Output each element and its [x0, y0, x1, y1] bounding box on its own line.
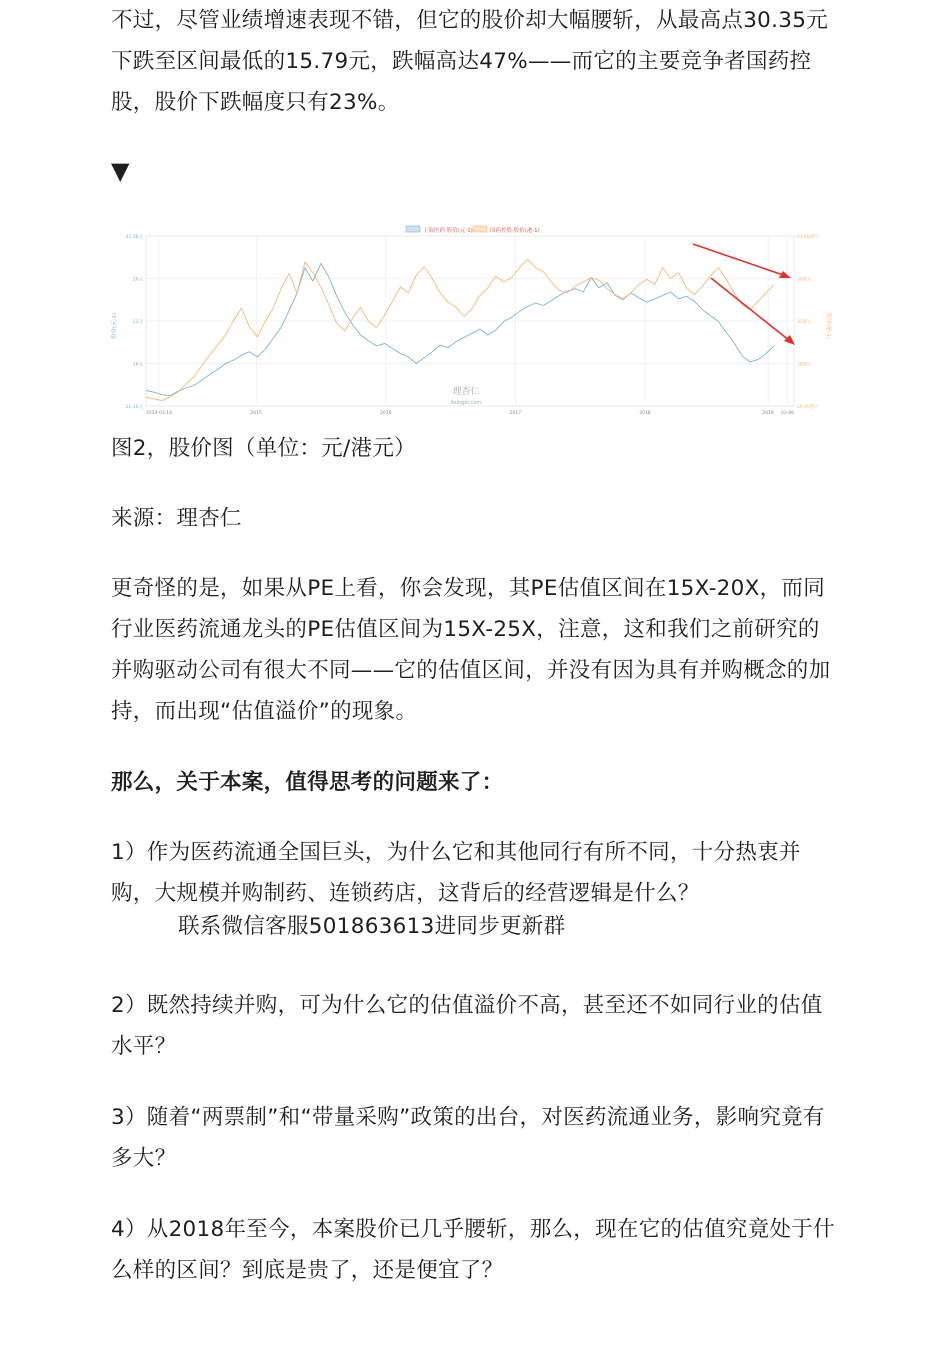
chart-watermark-sub: lixinger.com	[450, 400, 482, 406]
x-tick-label: 2018	[639, 411, 651, 416]
trend-arrowhead-2	[784, 335, 795, 345]
x-tick-label: 2016	[380, 411, 392, 416]
x-tick-label: 2017	[509, 411, 522, 416]
right-tick-label: 42.68港元	[797, 235, 819, 240]
legend-swatch-b	[473, 226, 487, 232]
x-tick-label: 2014-03-14	[145, 411, 173, 416]
down-arrow-icon: ▼	[111, 157, 130, 185]
x-tick-label: 2019	[762, 411, 774, 416]
trend-arrow-2	[711, 278, 790, 341]
trend-arrows	[693, 244, 795, 345]
question-1: 1）作为医药流通全国巨头，为什么它和其他同行有所不同，十分热衷并购，大规模并购制药、连锁药店，这背后的经营逻辑是什么？	[111, 840, 801, 906]
chart-source: 来源：理杏仁	[111, 506, 242, 531]
left-axis-label: 股价(元·1)	[112, 312, 118, 340]
right-tick-label: 28港元	[797, 362, 812, 368]
legend-label-b: 国药控股·股价(港·1)	[490, 228, 540, 234]
chart-svg	[111, 222, 837, 418]
series-line-sinopharm	[146, 259, 774, 400]
left-tick-label: 26元	[132, 277, 143, 283]
question-3: 3）随着“两票制”和“带量采购”政策的出台，对医药流通业务，影响究竟有多大？	[111, 1105, 825, 1171]
question-intro: 那么，关于本案，值得思考的问题来了：	[111, 770, 504, 795]
chart-legend	[406, 226, 540, 234]
right-tick-label: 38港元	[797, 277, 812, 283]
stock-price-chart	[111, 222, 837, 418]
legend-swatch-a	[406, 226, 420, 232]
left-tick-label: 21元	[132, 320, 143, 325]
trend-arrow-1	[693, 244, 786, 276]
left-tick-label: 11.16元	[125, 405, 143, 410]
chart-grid	[146, 236, 794, 406]
x-tick-label: 2015	[250, 411, 262, 416]
chart-watermark: 理杏仁	[452, 387, 480, 397]
series-line-shanghai-pharma	[146, 263, 774, 395]
legend-label-a: 上海医药·股价(元·1)	[423, 228, 473, 234]
right-tick-label: 33港元	[797, 320, 812, 325]
chart-lines	[146, 259, 774, 400]
x-tick-label: 03-08	[780, 411, 795, 416]
left-tick-label: 31.36元	[125, 235, 143, 240]
question-4: 4）从2018年至今，本案股价已几乎腰斩，那么，现在它的估值究竟处于什么样的区间？到底是贵了，还是便宜了？	[111, 1217, 835, 1283]
intro-paragraph: 不过，尽管业绩增速表现不错，但它的股价却大幅腰斩，从最高点30.35元下跌至区间最低的15.79元，跌幅高达47%——而它的主要竞争者国药控股，股价下跌幅度只有23%。	[111, 8, 829, 115]
pe-paragraph: 更奇怪的是，如果从PE上看，你会发现，其PE估值区间在15X-20X，而同行业医药流通龙头的PE估值区间为15X-25X，注意，这和我们之前研究的并购驱动公司有很大不同——它的估值区间，并没有因为具有并购概念的加持，而出现“估值溢价”的现象。	[111, 576, 831, 724]
left-tick-label: 16元	[132, 362, 143, 368]
right-axis-label: 股价(港·1)	[825, 312, 831, 340]
chart-caption: 图2，股价图（单位：元/港元）	[111, 436, 416, 461]
right-tick-label: 19.05港元	[797, 405, 819, 410]
contact-overlay-text: 联系微信客服501863613进同步更新群	[178, 914, 566, 939]
question-2: 2）既然持续并购，可为什么它的估值溢价不高，甚至还不如同行业的估值水平？	[111, 993, 823, 1059]
